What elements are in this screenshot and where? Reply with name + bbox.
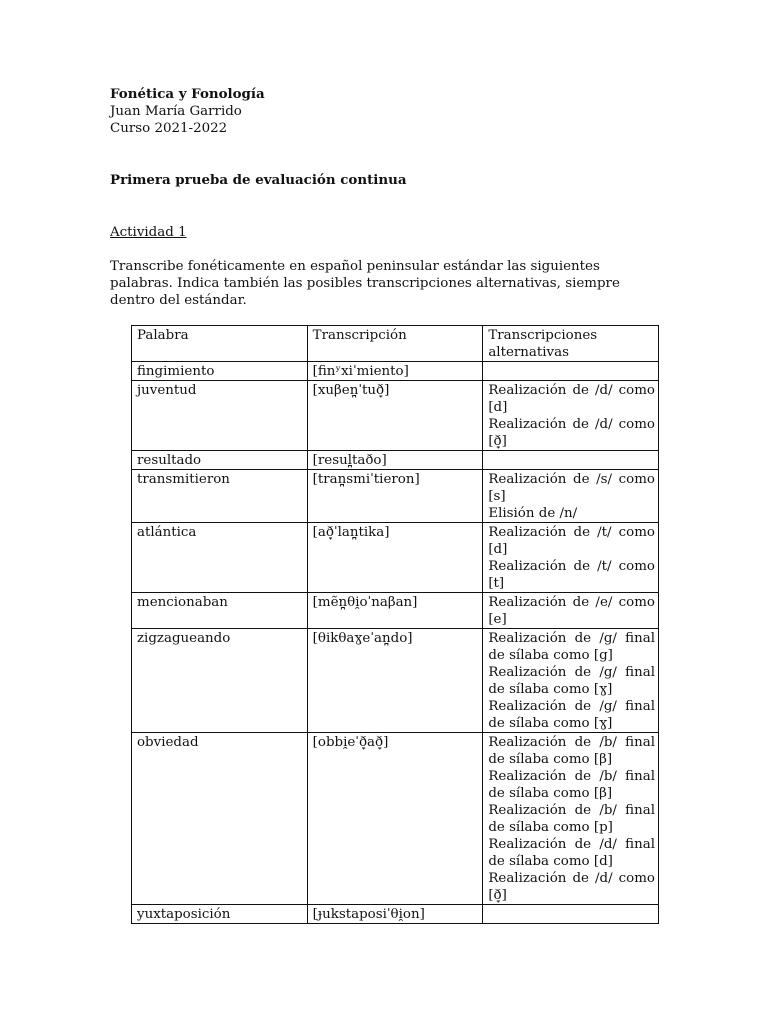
alternatives-cell	[483, 733, 659, 905]
word-cell: juventud	[132, 381, 308, 451]
alternatives-cell	[483, 451, 659, 470]
table-row	[132, 593, 659, 629]
transcription-cell: [obbi̯eˈð̞að̞]	[307, 733, 483, 905]
alternatives-cell	[483, 905, 659, 924]
alternative-item: Realización de /e/ como [e]	[488, 595, 655, 627]
word-cell: transmitieron	[132, 470, 308, 523]
header-transcripcion: Transcripción	[307, 326, 483, 362]
header-palabra: Palabra	[132, 326, 308, 362]
alternative-item: Elisión de /n/	[488, 506, 578, 521]
alternative-item: Realización de /t/ como [d]	[488, 525, 655, 557]
alternatives-cell	[483, 593, 659, 629]
alternative-item: Realización de /b/ final de sílaba como [β]	[488, 735, 655, 767]
transcription-table	[131, 325, 659, 924]
alternative-item: Realización de /t/ como [t]	[488, 559, 655, 591]
transcription-cell: [mẽn̪θi̯oˈnaβan]	[307, 593, 483, 629]
table-header-row	[132, 326, 659, 362]
author-name: Juan María Garrido	[110, 104, 242, 119]
alternatives-cell	[483, 362, 659, 381]
table-row	[132, 733, 659, 905]
alternatives-cell	[483, 523, 659, 593]
alternative-item: Realización de /g/ final de sílaba como [ɣ]	[488, 699, 655, 731]
alternative-item: Realización de /d/ como [ð̞]	[488, 871, 655, 903]
word-cell: obviedad	[132, 733, 308, 905]
course-title: Fonética y Fonología	[110, 86, 265, 102]
table-row	[132, 362, 659, 381]
transcription-cell: [að̞ˈlan̪tika]	[307, 523, 483, 593]
test-title: Primera prueba de evaluación continua	[110, 172, 407, 188]
document-page	[110, 86, 670, 309]
alternative-item: Realización de /s/ como [s]	[488, 472, 655, 504]
word-cell: yuxtaposición	[132, 905, 308, 924]
transcription-cell: [tran̪smiˈtieron]	[307, 470, 483, 523]
word-cell: mencionaban	[132, 593, 308, 629]
alternatives-cell	[483, 629, 659, 733]
table-row	[132, 629, 659, 733]
alternative-item: Realización de /d/ final de sílaba como [d]	[488, 837, 655, 869]
table-row	[132, 470, 659, 523]
alternative-item: Realización de /d/ como [ð̞]	[488, 417, 655, 449]
transcription-cell: [xuβen̪ˈtuð̞]	[307, 381, 483, 451]
word-cell: fingimiento	[132, 362, 308, 381]
alternative-item: Realización de /d/ como [d]	[488, 383, 655, 415]
alternative-item: Realización de /g/ final de sílaba como [g]	[488, 631, 655, 663]
alternative-item: Realización de /b/ final de sílaba como [p]	[488, 803, 655, 835]
transcription-cell: [finʸxiˈmiento]	[307, 362, 483, 381]
transcription-cell: [ɟukstaposiˈθi̯on]	[307, 905, 483, 924]
word-cell: zigzagueando	[132, 629, 308, 733]
alternative-item: Realización de /b/ final de sílaba como [β]	[488, 769, 655, 801]
word-cell: atlántica	[132, 523, 308, 593]
table-row	[132, 523, 659, 593]
activity-instructions: Transcribe fonéticamente en español peninsular estándar las siguientes palabras. Indica también las posibles transcripciones alternativas, siempre dentro del estándar.	[110, 259, 620, 308]
alternatives-cell	[483, 381, 659, 451]
table-row	[132, 451, 659, 470]
course-year: Curso 2021-2022	[110, 121, 228, 136]
transcription-cell: [resul̪taðo]	[307, 451, 483, 470]
header-alternativas: Transcripciones alternativas	[483, 326, 659, 362]
alternatives-cell	[483, 470, 659, 523]
activity-title: Actividad 1	[110, 225, 187, 240]
alternative-item: Realización de /g/ final de sílaba como [ɣ]	[488, 665, 655, 697]
table-row	[132, 905, 659, 924]
transcription-cell: [θikθaɣeˈan̪do]	[307, 629, 483, 733]
word-cell: resultado	[132, 451, 308, 470]
table-row	[132, 381, 659, 451]
